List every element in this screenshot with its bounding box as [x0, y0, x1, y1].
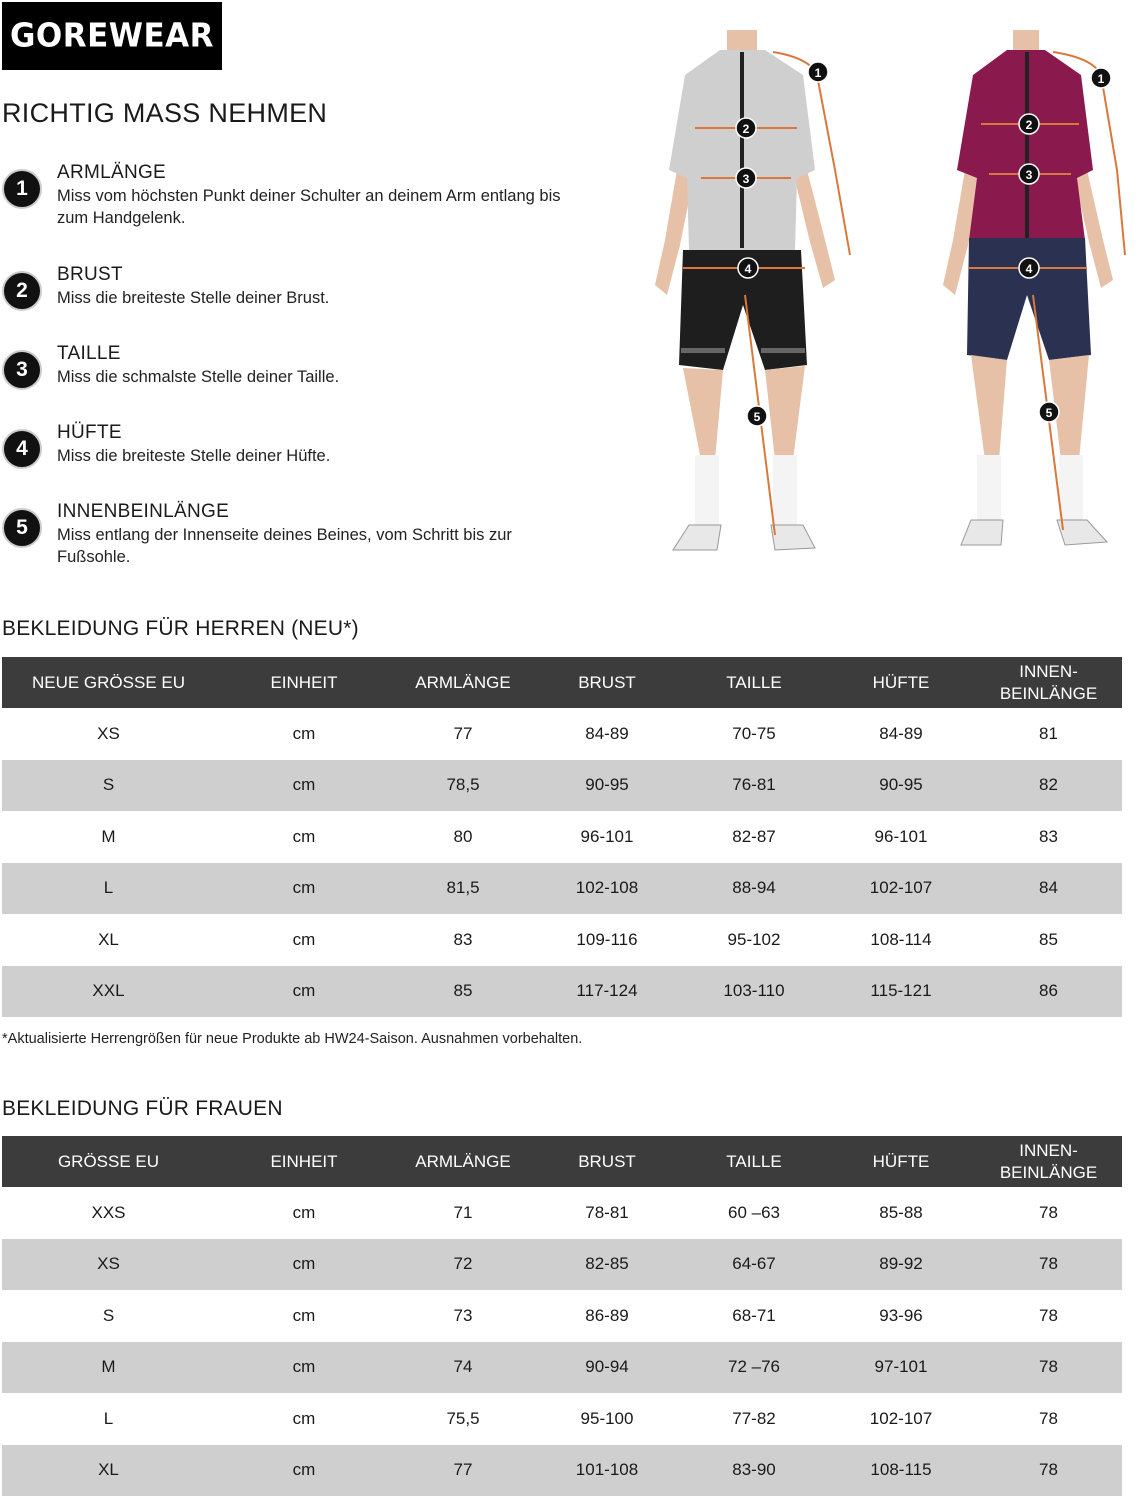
marker-3: [736, 168, 756, 188]
column-header: HÜFTE: [827, 1136, 975, 1187]
table-cell: 73: [453, 1305, 473, 1325]
marker-number: 5: [753, 410, 761, 424]
table-cell: 78,5: [393, 760, 533, 812]
table-cell: 82-87: [732, 826, 776, 846]
marker-number: 2: [1025, 118, 1033, 132]
table-cell: cm: [215, 863, 393, 915]
column-header: BRUST: [533, 657, 681, 708]
table-cell: cm: [292, 723, 316, 743]
table-cell: 78: [975, 1342, 1122, 1394]
column-header: EINHEIT: [215, 657, 393, 708]
left-shoe: [961, 520, 1003, 545]
marker-1: [1091, 68, 1111, 88]
male-model: [655, 30, 850, 550]
right-sock: [773, 455, 797, 530]
table-cell: 117-124: [533, 966, 681, 1018]
table-cell: 82-85: [533, 1239, 681, 1291]
table-cell: 95-100: [580, 1408, 634, 1428]
column-header: TAILLE: [681, 657, 827, 708]
table-cell: cm: [292, 1202, 316, 1222]
table-cell: 83: [453, 929, 473, 949]
marker-number: 4: [1025, 262, 1033, 276]
table-cell: 83: [1039, 826, 1058, 846]
table-row: [2, 914, 1122, 966]
table-cell: 109-116: [576, 929, 638, 949]
table-row: [2, 760, 1122, 812]
right-shoe: [1057, 520, 1107, 545]
column-header: NEUE GRÖSSE EU: [2, 657, 215, 708]
women-section-title: BEKLEIDUNG FÜR FRAUEN: [2, 1097, 283, 1120]
men-size-table: [2, 657, 1122, 1017]
table-cell: XXL: [2, 966, 215, 1018]
marker-number: 1: [1097, 72, 1105, 86]
left-leg: [971, 355, 1007, 460]
right-leg: [765, 366, 805, 460]
table-row: [2, 1239, 1122, 1291]
table-cell: 68-71: [732, 1305, 776, 1325]
measure-title: RICHTIG MASS NEHMEN: [2, 98, 328, 128]
table-cell: 115-121: [827, 966, 975, 1018]
table-row: [2, 1290, 1122, 1342]
instruction-title: ARMLÄNGE: [57, 162, 167, 183]
marker-number: 3: [1025, 168, 1033, 182]
number-badge: 1: [2, 169, 42, 209]
table-cell: XS: [97, 723, 120, 743]
table-cell: cm: [292, 826, 316, 846]
table-cell: 70-75: [732, 723, 776, 743]
instruction-arm-length: [2, 162, 602, 232]
table-cell: S: [2, 760, 215, 812]
column-header: ARMLÄNGE: [393, 1136, 533, 1187]
table-row: [2, 1342, 1122, 1394]
table-row: [2, 1445, 1122, 1497]
table-cell: M: [2, 1342, 215, 1394]
table-cell: 108-115: [827, 1445, 975, 1497]
table-cell: S: [102, 1305, 115, 1325]
table-cell: 78: [1039, 1305, 1058, 1325]
table-cell: cm: [292, 929, 316, 949]
marker-4: [1019, 258, 1039, 278]
number-badge: 5: [2, 508, 42, 548]
table-cell: 74: [393, 1342, 533, 1394]
column-header: EINHEIT: [215, 1136, 393, 1187]
table-cell: cm: [215, 1342, 393, 1394]
table-row: [2, 708, 1122, 760]
table-cell: 84: [975, 863, 1122, 915]
table-cell: 84-89: [879, 723, 923, 743]
table-cell: 102-107: [827, 863, 975, 915]
instruction-hip: [2, 422, 602, 492]
column-header: GRÖSSE EU: [2, 1136, 215, 1187]
column-header: TAILLE: [681, 1136, 827, 1187]
table-cell: 76-81: [681, 760, 827, 812]
table-cell: XL: [98, 929, 119, 949]
table-cell: 96-101: [580, 826, 634, 846]
marker-2: [736, 118, 756, 138]
instruction-inseam: [2, 501, 602, 571]
table-cell: XS: [2, 1239, 215, 1291]
table-cell: 78-81: [585, 1202, 629, 1222]
table-cell: 81: [1039, 723, 1058, 743]
column-header: ARMLÄNGE: [393, 657, 533, 708]
table-cell: 71: [453, 1202, 473, 1222]
instruction-title: BRUST: [57, 264, 123, 285]
table-cell: 85: [393, 966, 533, 1018]
table-cell: XXS: [91, 1202, 126, 1222]
instruction-description: Miss vom höchsten Punkt deiner Schulter an deinem Arm entlang bis zum Handgelenk.: [57, 187, 561, 227]
table-cell: 77-82: [732, 1408, 776, 1428]
table-cell: 82: [975, 760, 1122, 812]
table-cell: 101-108: [533, 1445, 681, 1497]
table-row: [2, 1187, 1122, 1239]
marker-number: 3: [742, 172, 750, 186]
table-cell: 96-101: [874, 826, 928, 846]
table-cell: 85-88: [879, 1202, 923, 1222]
table-cell: 75,5: [446, 1408, 480, 1428]
table-cell: 77: [393, 1445, 533, 1497]
table-cell: 103-110: [681, 966, 827, 1018]
table-row: [2, 811, 1122, 863]
right-sock: [1059, 455, 1083, 525]
shorts-stripe: [681, 348, 725, 353]
left-leg: [683, 368, 723, 460]
instruction-title: INNENBEINLÄNGE: [57, 501, 230, 522]
table-row: [2, 1393, 1122, 1445]
table-cell: 86: [975, 966, 1122, 1018]
table-cell: 80: [453, 826, 473, 846]
table-cell: cm: [215, 760, 393, 812]
table-cell: 90-95: [827, 760, 975, 812]
neck: [1013, 30, 1039, 52]
marker-3: [1019, 164, 1039, 184]
neck: [727, 30, 757, 52]
table-cell: cm: [292, 1408, 316, 1428]
table-header-row: [2, 657, 1122, 708]
shorts-stripe: [761, 348, 805, 353]
number-badge: 4: [2, 429, 42, 469]
column-header: INNEN- BEINLÄNGE: [975, 657, 1122, 708]
instruction-title: HÜFTE: [57, 422, 122, 443]
marker-1: [808, 62, 828, 82]
table-cell: 78: [1039, 1408, 1058, 1428]
men-section-title: BEKLEIDUNG FÜR HERREN (NEU*): [2, 617, 359, 640]
table-cell: 60 –63: [728, 1202, 780, 1222]
table-cell: 85: [1039, 929, 1058, 949]
marker-number: 4: [744, 262, 752, 276]
table-cell: 88-94: [681, 863, 827, 915]
marker-5: [747, 406, 767, 426]
table-cell: 102-108: [533, 863, 681, 915]
table-cell: 72: [393, 1239, 533, 1291]
table-cell: 72 –76: [681, 1342, 827, 1394]
table-row: [2, 863, 1122, 915]
instruction-description: Miss die breiteste Stelle deiner Brust.: [57, 289, 330, 307]
table-cell: cm: [215, 966, 393, 1018]
table-cell: 97-101: [827, 1342, 975, 1394]
table-cell: 77: [453, 723, 473, 743]
table-cell: 89-92: [827, 1239, 975, 1291]
table-cell: 90-94: [533, 1342, 681, 1394]
marker-number: 5: [1045, 406, 1053, 420]
instruction-chest: [2, 264, 602, 334]
left-shoe: [673, 525, 721, 550]
table-cell: 78: [975, 1445, 1122, 1497]
instruction-description: Miss die schmalste Stelle deiner Taille.: [57, 368, 340, 386]
instruction-description: Miss die breiteste Stelle deiner Hüfte.: [57, 447, 331, 465]
left-sock: [977, 455, 1001, 525]
table-cell: L: [103, 1408, 114, 1428]
instruction-description: Miss entlang der Innenseite deines Beines, vom Schritt bis zur Fußsohle.: [57, 526, 512, 566]
marker-5: [1039, 402, 1059, 422]
table-cell: 84-89: [585, 723, 629, 743]
table-cell: 86-89: [585, 1305, 629, 1325]
table-cell: 81,5: [393, 863, 533, 915]
instruction-title: TAILLE: [57, 343, 121, 364]
table-cell: 93-96: [879, 1305, 923, 1325]
table-cell: cm: [292, 1305, 316, 1325]
column-header: INNEN- BEINLÄNGE: [975, 1136, 1122, 1187]
logo-text: GOREWEAR: [9, 17, 215, 55]
instruction-waist: [2, 343, 602, 413]
marker-number: 1: [814, 66, 822, 80]
table-cell: 78: [975, 1239, 1122, 1291]
table-row: [2, 966, 1122, 1018]
measurement-illustration: [625, 30, 1135, 560]
table-cell: 64-67: [681, 1239, 827, 1291]
table-header-row: [2, 1136, 1122, 1187]
table-cell: XL: [2, 1445, 215, 1497]
number-badge: 3: [2, 350, 42, 390]
marker-number: 2: [742, 122, 750, 136]
right-shoe: [771, 525, 815, 550]
men-footnote: *Aktualisierte Herrengrößen für neue Produkte ab HW24-Saison. Ausnahmen vorbehalten.: [2, 1031, 583, 1047]
left-sock: [695, 455, 719, 530]
table-cell: M: [101, 826, 116, 846]
table-cell: 102-107: [869, 1408, 933, 1428]
table-cell: 90-95: [533, 760, 681, 812]
table-cell: 78: [1039, 1202, 1058, 1222]
marker-2: [1019, 114, 1039, 134]
women-size-table: [2, 1136, 1122, 1496]
female-model: [943, 30, 1125, 545]
gorewear-logo: [2, 2, 222, 70]
table-cell: L: [2, 863, 215, 915]
table-cell: 108-114: [870, 929, 932, 949]
table-cell: 83-90: [681, 1445, 827, 1497]
table-cell: cm: [215, 1239, 393, 1291]
table-cell: cm: [215, 1445, 393, 1497]
female-shorts: [967, 238, 1091, 360]
number-badge: 2: [2, 271, 42, 311]
table-cell: 95-102: [727, 929, 781, 949]
marker-4: [738, 258, 758, 278]
column-header: BRUST: [533, 1136, 681, 1187]
column-header: HÜFTE: [827, 657, 975, 708]
